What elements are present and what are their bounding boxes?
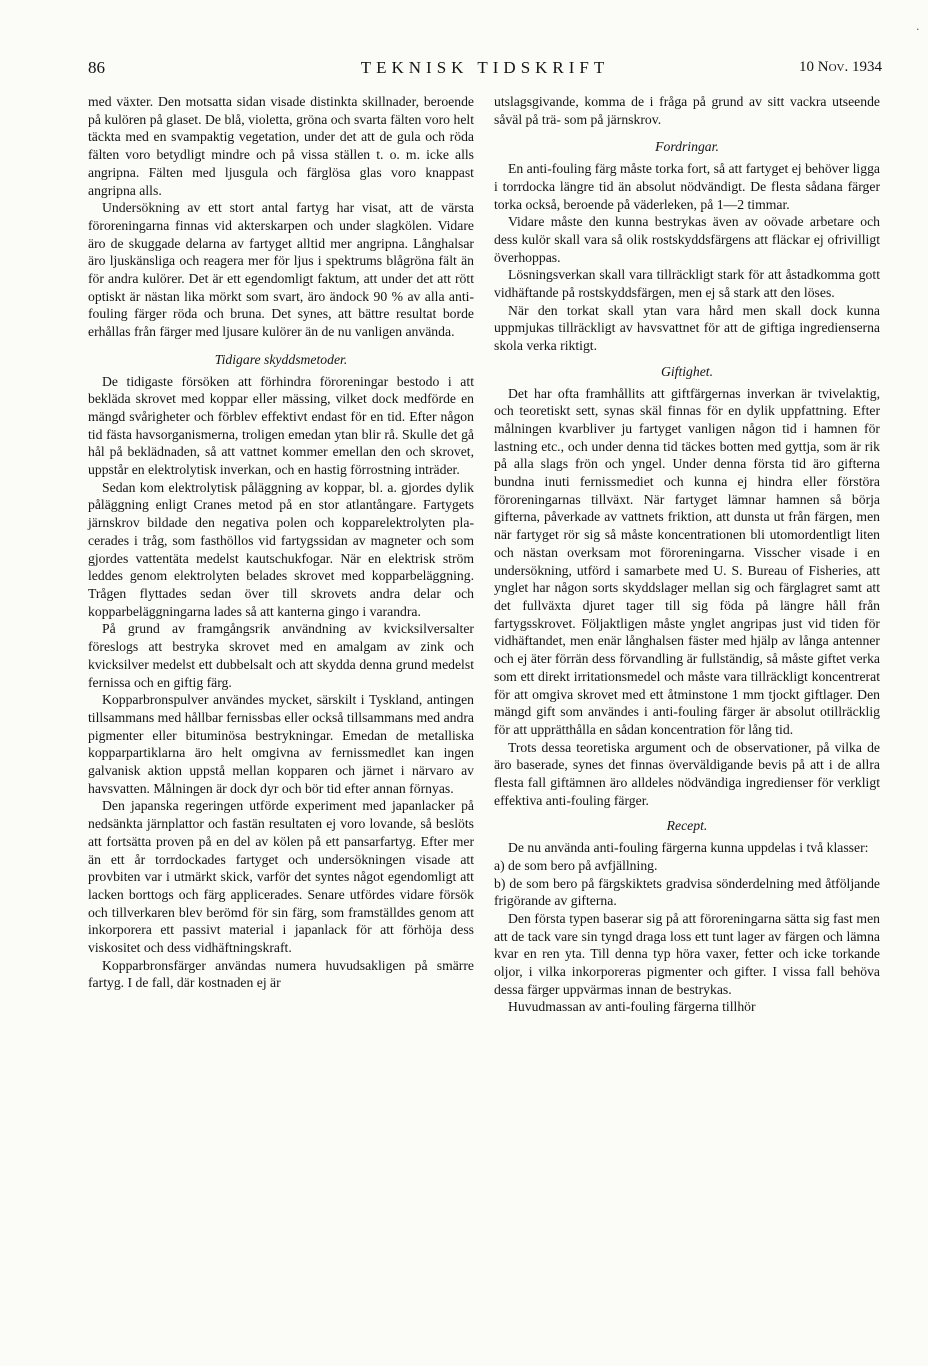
- issue-date: [799, 59, 882, 76]
- paragraph: När den torkat skall ytan vara hård men skall dock kunna uppmjukas tillräckligt av havsvattnet för att de giftiga ingredienserna skola verka riktigt.: [494, 302, 880, 354]
- list-item-a: a) de som bero på avfjällning.: [494, 857, 658, 873]
- page-header: [88, 56, 882, 82]
- paragraph: Det har ofta framhållits att giftfärgernas inverkan är tvivelaktig, och teoretiskt sett, synas skäl finnas för en dylik uppfattning. Efter målningen kvarbliver ju fartyget vanligen någon tid i hamnen för lastning etc., och under denna tid täckes botten med gyttja, som är rik på alla slags frön och yngel. Under denna första tid äro gifterna bundna inuti fernissmediet och kunna ej hindra eller förstöra föroreningarnas tillväxt. När fartyget lämnar hamnen så börja gifterna, påverkade av vattnets friktion, att dunsta ut från färgen, men när fartyget rör sig så måste koncentrationen bli utomordentligt liten och nästan overksam mot föroreningarna. Visscher visade i en undersökning, utförd i samarbete med U. S. Bureau of Fisheries, att ynglet har någon sorts skyddslager mellan sig och färglagret samt att det fullväxta djuret tager till sig föda på längre håll från fartygsskrovet. Följaktligen måste ynglet angripas just vid tiden för vidhäftandet, men enär långhalsen fäster med hjälp av långa antenner och ej äter förrän dess förvandling är fullständig, så måste giftet verka som ett direkt irritationsmedel och måste vara tillräckligt koncentrerat för att omgiva skrovet med ett åtminstone 1 mm tjockt giftlager. Den mängd gift som användes i anti-fouling färger är absolut otillräcklig för att upprätthålla en sådan koncentration för lång tid.: [494, 385, 880, 737]
- paragraph: Huvudmassan av anti-fouling färgerna tillhör: [508, 999, 756, 1015]
- section-heading-fordringar: Fordringar.: [655, 139, 719, 155]
- issue-date-day: 10: [799, 59, 815, 75]
- paragraph: Vidare måste den kunna bestrykas även av oövade arbetare och dess kulör skall vara så olik rostskyddsfärgens att fläckar ej ofrivilligt överhoppas.: [494, 214, 880, 265]
- paragraph: Kopparbronsfärger användas numera huvudsakligen på smärre fartyg. I de fall, där kostnaden ej är: [88, 957, 474, 991]
- paragraph: De tidigaste försöken att förhindra föroreningar bestodo i att bekläda skrovet med koppar eller mässing, vilket dock medförde en mängd svårigheter och förblev effektivt endast för en tid. Efter någon tid fästa havsorganismerna, troligen emedan ytan blir rå. Skulle det gå hål på beklädnaden, så att vattnet kommer emellan den och skrovet, uppstår en elektrolytisk inverkan, och en hastig förrostning inträder.: [88, 373, 474, 478]
- paragraph: Kopparbronspulver användes mycket, särskilt i Tyskland, antingen tillsammans med hållbar fernissbas eller också tillsammans med andra pigmenter eller bituminösa bestrykningar. Emedan de metalliska kopparpartiklarna äro helt omgivna av fernissmedlet kan ingen galvanisk aktion uppstå mellan kopparen och järnet i närvaro av havsvatten. Målningen är dock dyr och bör tid efter annan förnyas.: [88, 692, 474, 796]
- section-heading-tidigare: Tidigare skyddsmetoder.: [214, 351, 348, 367]
- paragraph: På grund av framgångsrik användning av kvicksilversalter föreslogs att bestryka skrovet med en amalgam av zink och kvicksilver medelst ett dubbelsalt och att skydda denna grund medelst fernissa och en giftig färg.: [88, 621, 474, 690]
- section-heading-recept: Recept.: [666, 818, 708, 834]
- paragraph: Lösningsverkan skall vara tillräckligt stark för att åstadkomma gott vidhäftande på rostskyddsfärgen, men ej så stark att den löses.: [494, 267, 880, 301]
- left-column: [88, 93, 474, 992]
- recept-list: [494, 857, 880, 910]
- journal-title: TEKNISK TIDSKRIFT: [360, 58, 610, 77]
- paragraph: Den första typen baserar sig på att föroreningarna sätta sig fast men att de tack vare sin tyngd draga loss ett tunt lager av färgen och lämna kvar en ren yta. Till denna typ höra vaxer, fetter och icke torkande oljor, i vilka inkorporeras pigmenter och gifter. I vissa fall behöva dessa färger uppvärmas innan de bestrykas.: [494, 910, 880, 997]
- paragraph: Den japanska regeringen utförde experiment med japanlacker på nedsänkta järnplattor och fastän resultaten ej voro lovande, så beslöts att fortsätta proven på en del av kölen på ett pansarfartyg. Efter mer än ett år torrdockades fartyget och undersökningen visade att provbiten var i utmärkt skick, varför det syntes något egendomligt att lacken borttogs och färg applicerades. Senare utfördes vidare försök och tillverkaren blev berömd för sin färg, som framställdes genom att inkorporera ett passivt material i japanlack för att förhöja dess viskositet och dess vidhäftningskraft.: [88, 798, 474, 956]
- issue-date-year: 1934: [852, 59, 882, 75]
- paragraph: utslagsgivande, komma de i fråga på grund av sitt vackra utseende såväl på trä- som på järnskrov.: [494, 94, 880, 127]
- paragraph: Trots dessa teoretiska argument och de observationer, på vilka de äro baserade, synes det finnas överväldigande bevis på att i de allra flesta fall giftämnen äro alldeles nödvändiga ingredienser för verkligt effektiva anti-fouling färger.: [494, 739, 880, 808]
- section-heading-giftighet: Giftighet.: [660, 363, 714, 379]
- page-number: 86: [88, 58, 105, 77]
- paragraph: med växter. Den motsatta sidan visade distinkta skillnader, beroende på kulören på glaset. De blå, violetta, gröna och svarta fälten voro helt täckta med en svampaktig vegetation, under det att de gula och röda fälten voro betydligt mindre och på vissa ställen t. o. m. icke alls angripna. Fälten med ljusgula och färglösa glas voro knappast angripna alls.: [88, 94, 474, 198]
- issue-date-month: Nov.: [817, 59, 849, 75]
- paragraph: En anti-fouling färg måste torka fort, så att fartyget ej behöver ligga i torrdocka längre tid än absolut nödvändigt. De flesta sådana färger torka också, beroende på väderleken, på 1—2 timmar.: [494, 161, 880, 212]
- list-item-b: b) de som bero på färgskiktets gradvisa sönderdelning med åtföljande frigörande av gifterna.: [494, 875, 880, 909]
- paragraph: Undersökning av ett stort antal fartyg har visat, att de värsta föroreningarna finnas vid akterskarpen och under slagkölen. Vidare äro de skuggade delarna av fartyget alltid mer angripna. Långhalsar äro ljuskänsliga och reagera mer för ljus i spektrums blågröna fält än för andra kulörer. Det är ett egendomligt faktum, att under det att rött optiskt är nästan lika mörkt som svart, äro ändock 90 % av alla anti-fouling färger röda och bruna. Det synes, att bättre resultat borde erhållas från färger med ljusare kulörer än de nu vanligen använda.: [88, 200, 474, 340]
- right-column: [494, 93, 880, 1016]
- paragraph: Sedan kom elektrolytisk påläggning av koppar, bl. a. gjordes dylik påläggning enligt Cranes metod på en stor atlantångare. Fartygets järnskrov bildade den negativa polen och kopparelektrolyten placerades i tråg, som fasthöllos vid fartygssidan av magneter och som gjordes vattentäta medelst kautschukfogar. När en elektrisk ström leddes genom elektrolyten belades skrovet med kopparbeläggning. Trågen flyttades sedan över till skrovets andra delar och kopparbeläggningarna lades så att kanterna gingo i varandra.: [88, 479, 474, 619]
- paragraph: De nu använda anti-fouling färgerna kunna uppdelas i två klasser:: [508, 840, 869, 856]
- corner-mark: .: [916, 20, 920, 33]
